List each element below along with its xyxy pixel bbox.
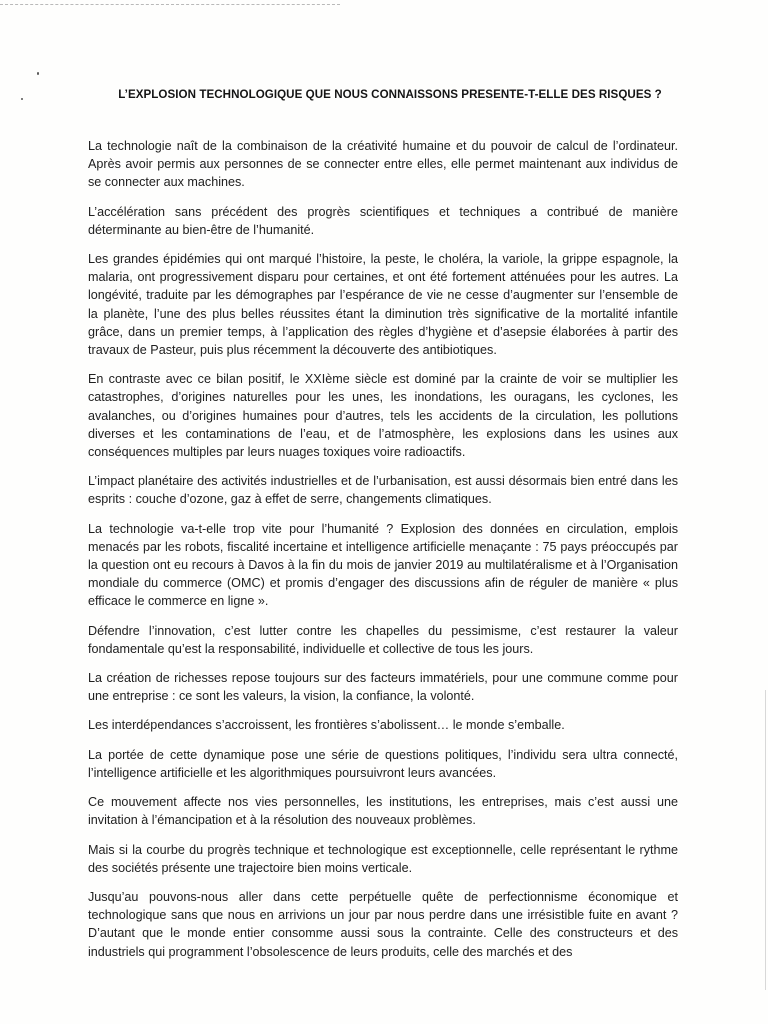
paragraph: Défendre l’innovation, c’est lutter contre les chapelles du pessimisme, c’est restaurer la valeur fondamentale qu’est la responsabilité, individuelle et collective de tous les jours. <box>88 623 678 656</box>
paragraph: Ce mouvement affecte nos vies personnelles, les institutions, les entreprises, mais c’est aussi une invitation à l’émancipation et à la résolution des nouveaux problèmes. <box>88 795 678 828</box>
scan-edge-line <box>765 690 766 990</box>
paragraph: Mais si la courbe du progrès technique et technologique est exceptionnelle, celle représentant le rythme des sociétés présente une trajectoire bien moins verticale. <box>88 842 678 875</box>
document-body <box>88 137 678 972</box>
scan-edge-mark <box>0 4 340 5</box>
scan-speck <box>37 72 39 75</box>
paragraph: La technologie va-t-elle trop vite pour l’humanité ? Explosion des données en circulation, emplois menacés par les robots, fiscalité incertaine et intelligence artificielle menaçante : 75 pays préoccupés par la question ont eu recours à Davos à la fin du mois de janvier 2019 au multilatéralisme et à l’Organisation mondiale du commerce (OMC) et promis d’engager des discussions afin de réguler de manière « plus efficace le commerce en ligne ». <box>88 521 678 609</box>
paragraph: Jusqu’au pouvons-nous aller dans cette perpétuelle quête de perfectionnisme économique et technologique sans que nous en arrivions un jour par nous perdre dans une irrésistible fuite en avant ? D’autant que le monde entier consomme aussi sous la contrainte. Celle des constructeurs et des industriels qui programment l’obsolescence de leurs produits, celle des marchés et des <box>88 889 678 959</box>
scan-speck <box>21 98 23 100</box>
paragraph: Les interdépendances s’accroissent, les frontières s’abolissent… le monde s’emballe. <box>88 718 565 733</box>
paragraph: La technologie naît de la combinaison de la créativité humaine et du pouvoir de calcul de l’ordinateur. Après avoir permis aux personnes de se connecter entre elles, elle permet maintenant aux individus de se connecter aux machines. <box>88 139 678 190</box>
paragraph: La création de richesses repose toujours sur des facteurs immatériels, pour une commune comme pour une entreprise : ce sont les valeurs, la vision, la confiance, la volonté. <box>88 671 678 704</box>
paragraph: L’accélération sans précédent des progrès scientifiques et techniques a contribué de manière déterminante au bien-être de l’humanité. <box>88 204 678 237</box>
paragraph: L’impact planétaire des activités industrielles et de l’urbanisation, est aussi désormais bien entré dans les esprits : couche d’ozone, gaz à effet de serre, changements climatiques. <box>88 474 678 507</box>
paragraph: Les grandes épidémies qui ont marqué l’histoire, la peste, le choléra, la variole, la grippe espagnole, la malaria, ont progressivement disparu pour certaines, et ont été fortement atténuées pour les autres. La longévité, traduite par les démographes par l’espérance de vie ne cesse d’augmenter sur l’ensemble de la planète, l’une des plus belles réussites étant la diminution très significative de la mortalité infantile grâce, dans un premier temps, à l’application des règles d’hygiène et d’asepsie élaborées à partir des travaux de Pasteur, puis plus récemment la découverte des antibiotiques. <box>88 252 678 358</box>
paragraph: La portée de cette dynamique pose une série de questions politiques, l’individu sera ultra connecté, l’intelligence artificielle et les algorithmiques poursuivront leurs avancées. <box>88 747 678 780</box>
document-title: L’EXPLOSION TECHNOLOGIQUE QUE NOUS CONNAISSONS PRESENTE-T-ELLE DES RISQUES ? <box>118 88 662 101</box>
paragraph: En contraste avec ce bilan positif, le XXIème siècle est dominé par la crainte de voir se multiplier les catastrophes, d’origines naturelles pour les unes, les inondations, les ouragans, les cyclones, les avalanches, ou d’origines humaines pour d’autres, tels les accidents de la circulation, les pollutions diverses et les contaminations de l’eau, et de l’atmosphère, les explosions dans les usines aux conséquences multiples par leurs nuages toxiques voire radioactifs. <box>88 372 678 460</box>
